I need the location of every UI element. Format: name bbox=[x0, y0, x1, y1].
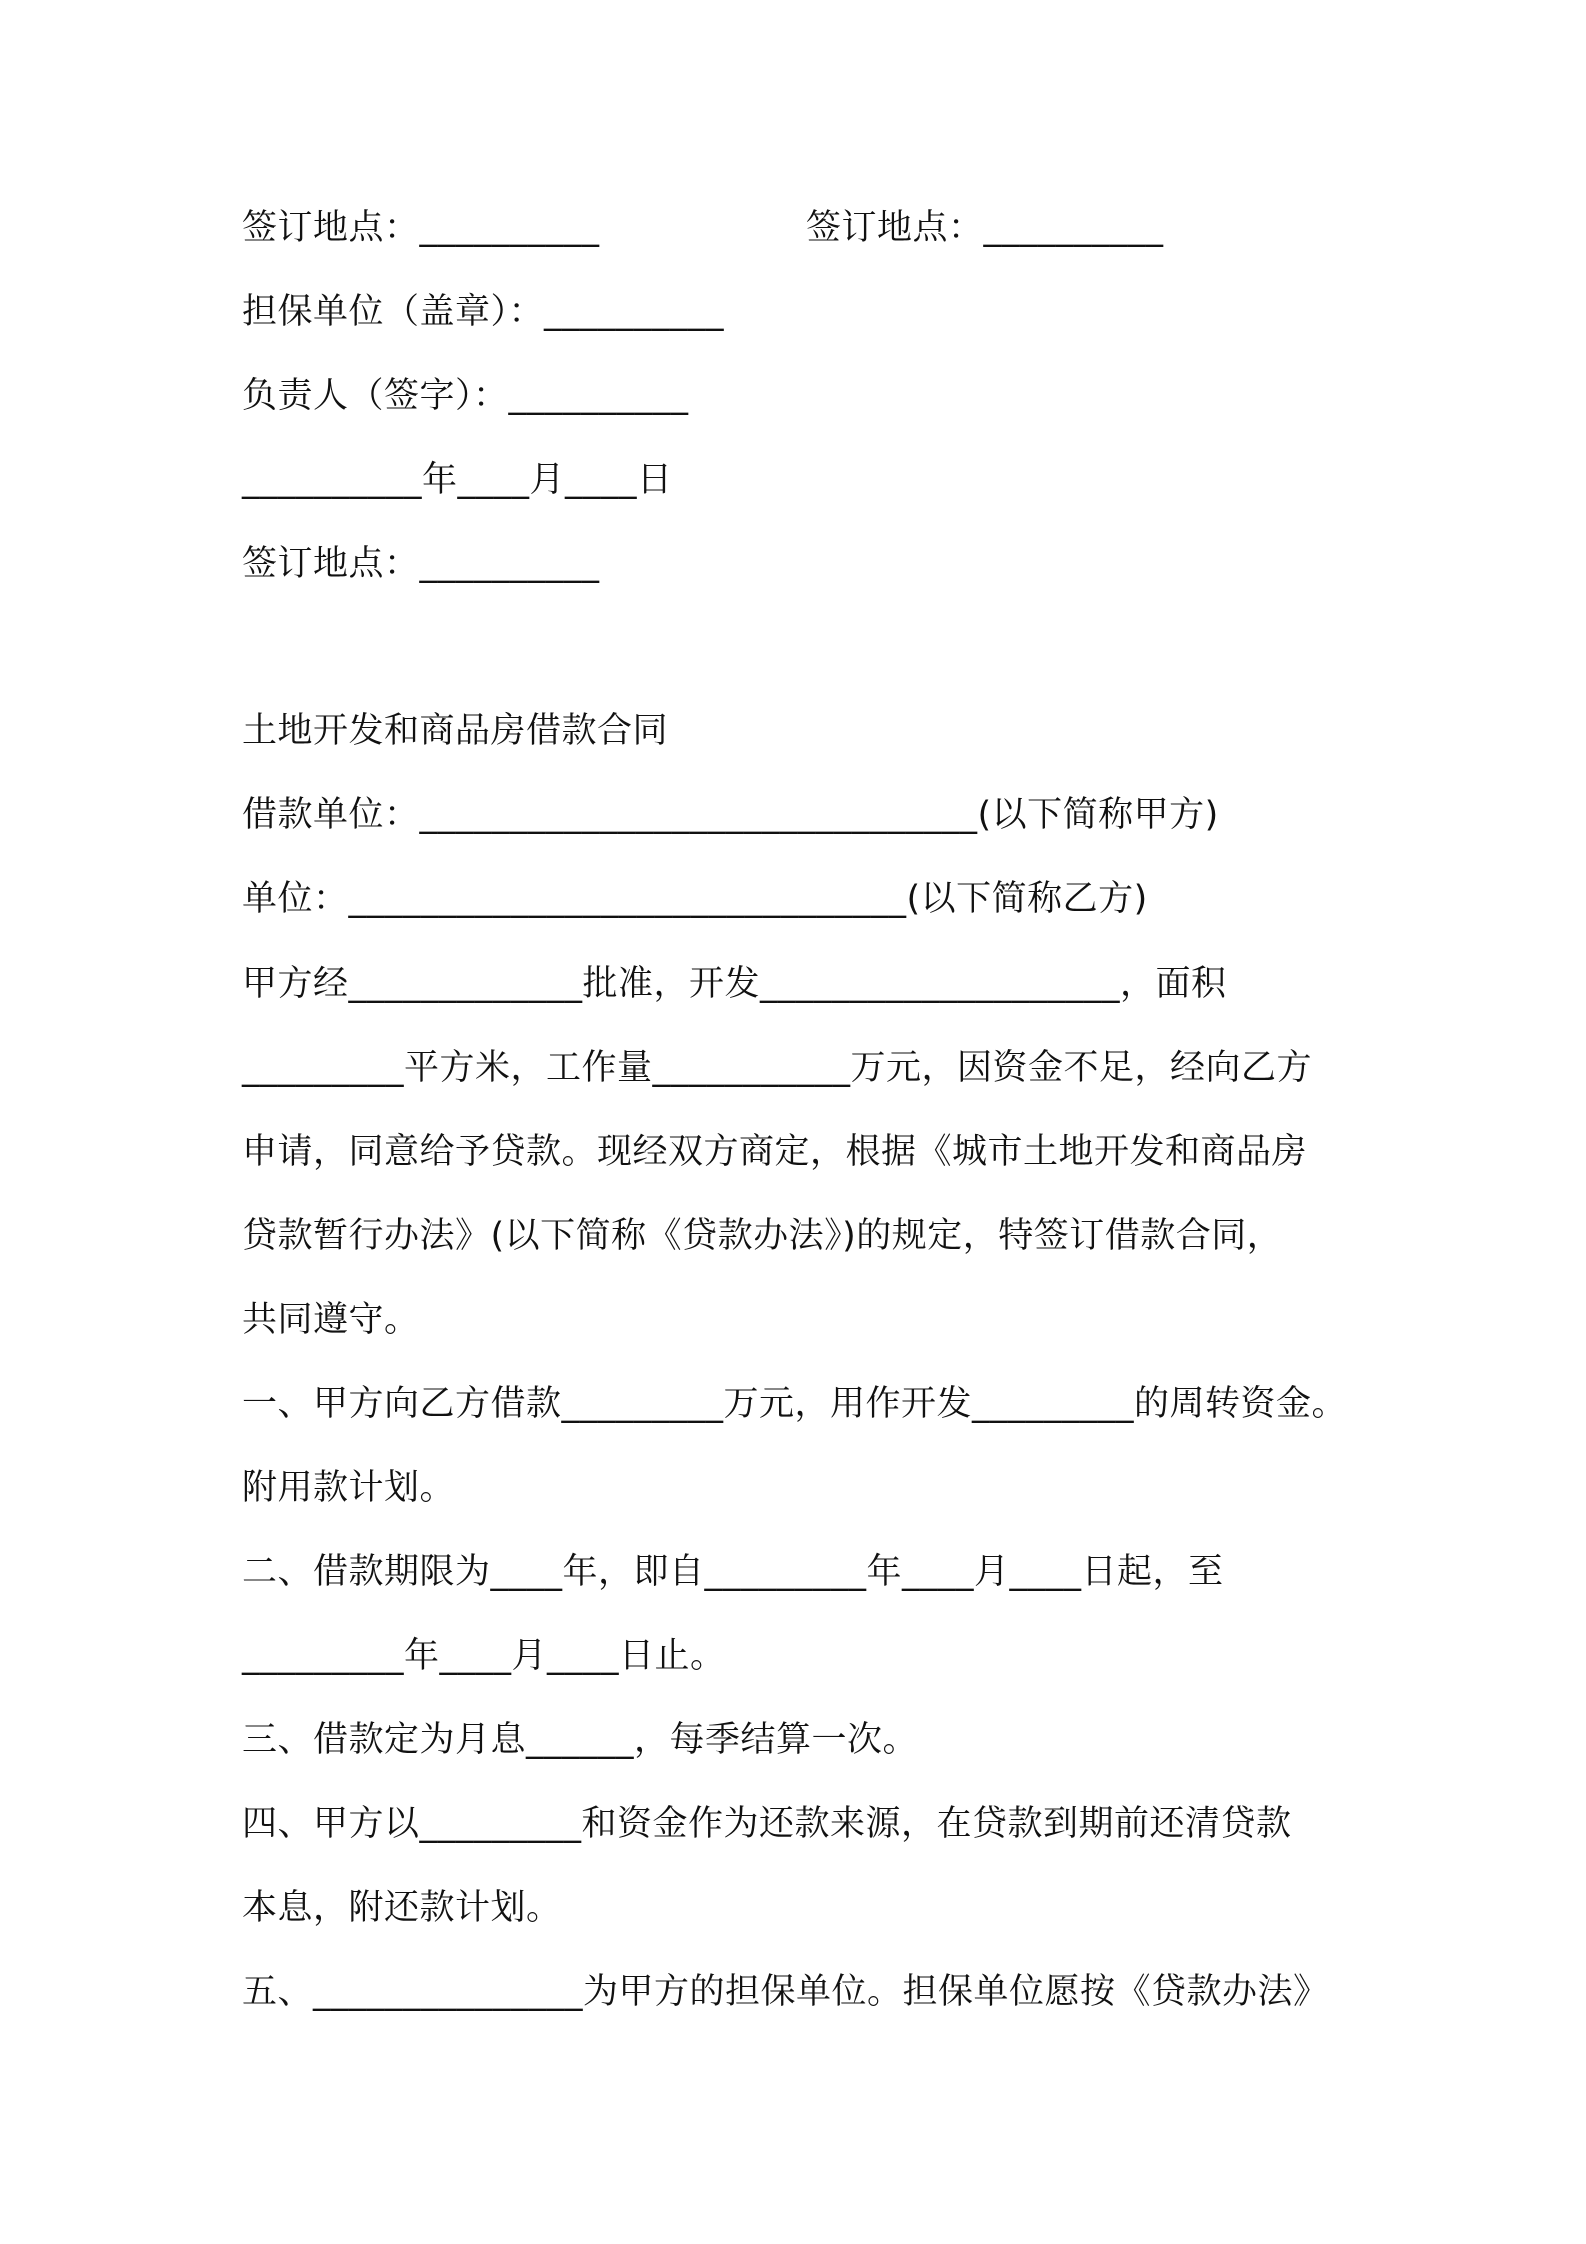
clause-3-line: 三、借款定为月息______，每季结算一次。 bbox=[242, 1720, 919, 1760]
clause-1-line: 一、甲方向乙方借款_________万元，用作开发_________的周转资金。 bbox=[242, 1384, 1348, 1424]
clause-4-line: 四、甲方以_________和资金作为还款来源，在贷款到期前还清贷款 bbox=[242, 1804, 1292, 1844]
clause-1-line: 附用款计划。 bbox=[242, 1468, 456, 1508]
guarantor-signing-place: 签订地点：__________ bbox=[242, 544, 600, 584]
party-b-signing-place: 签订地点：__________ bbox=[806, 208, 1164, 248]
preamble-line: 申请，同意给予贷款。现经双方商定，根据《城市土地开发和商品房 bbox=[242, 1132, 1308, 1172]
signing-date: __________年____月____日 bbox=[242, 460, 673, 500]
party-a-signing-place: 签订地点：__________ bbox=[242, 208, 600, 248]
clause-5-line: 五、_______________为甲方的担保单位。担保单位愿按《贷款办法》 bbox=[242, 1972, 1329, 2012]
responsible-person-signature: 负责人（签字）：__________ bbox=[242, 376, 689, 416]
lender-line: 单位：_______________________________(以下简称乙方) bbox=[242, 879, 1148, 919]
clause-2-line: _________年____月____日止。 bbox=[242, 1636, 726, 1676]
contract-title: 土地开发和商品房借款合同 bbox=[242, 711, 669, 751]
borrower-line: 借款单位：_______________________________(以下简称甲方) bbox=[242, 795, 1219, 835]
clause-2-line: 二、借款期限为____年，即自_________年____月____日起，至 bbox=[242, 1552, 1224, 1592]
clause-4-line: 本息，附还款计划。 bbox=[242, 1888, 562, 1928]
preamble-line: 贷款暂行办法》(以下简称《贷款办法》)的规定，特签订借款合同， bbox=[242, 1216, 1283, 1256]
guarantor-unit-seal: 担保单位（盖章）：__________ bbox=[242, 292, 725, 332]
preamble-line: 甲方经_____________批准，开发____________________，面积 bbox=[242, 964, 1227, 1004]
preamble-line: 共同遵守。 bbox=[242, 1300, 420, 1340]
preamble-line: _________平方米，工作量___________万元，因资金不足，经向乙方 bbox=[242, 1048, 1313, 1088]
